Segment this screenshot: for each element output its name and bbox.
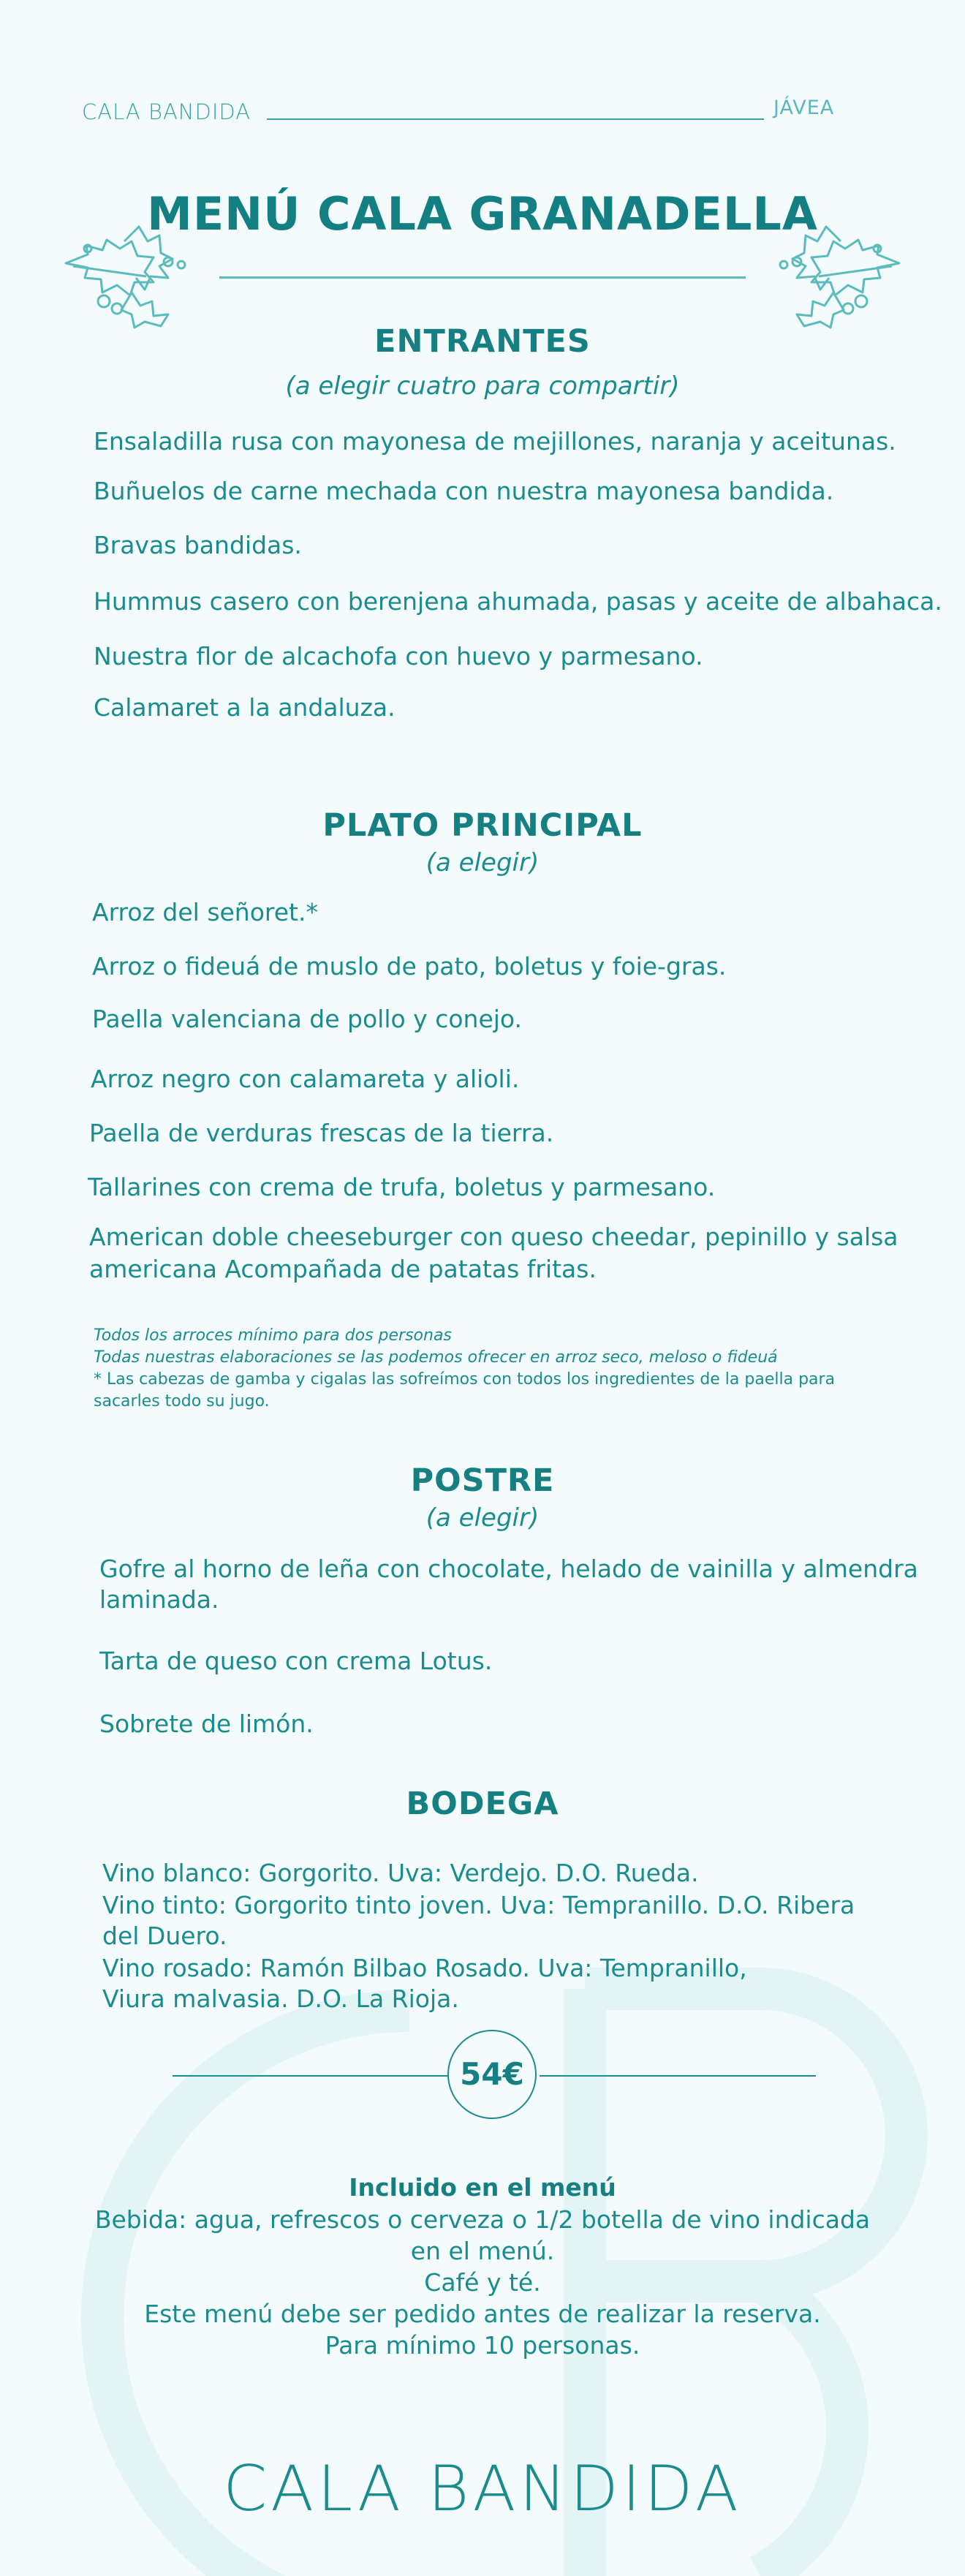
bodega-line: Vino rosado: Ramón Bilbao Rosado. Uva: Tempranillo, — [102, 1954, 747, 1982]
menu-title: MENÚ CALA GRANADELLA — [147, 187, 818, 241]
header-brand: CALA BANDIDA — [82, 99, 251, 124]
included-line: Café y té. — [424, 2268, 541, 2297]
principal-item: Arroz negro con calamareta y alioli. — [91, 1065, 520, 1093]
included-line: en el menú. — [410, 2237, 555, 2265]
bodega-line: Vino blanco: Gorgorito. Uva: Verdejo. D.O. Rueda. — [102, 1859, 699, 1887]
postre-item: Tarta de queso con crema Lotus. — [99, 1647, 493, 1675]
principal-note: sacarles todo su jugo. — [94, 1392, 270, 1410]
header-divider — [267, 118, 764, 120]
principal-item: Tallarines con crema de trufa, boletus y parmesano. — [88, 1173, 716, 1201]
principal-item: Paella valenciana de pollo y conejo. — [92, 1005, 523, 1033]
principal-note: Todas nuestras elaboraciones se las podemos ofrecer en arroz seco, meloso o fideuá — [94, 1348, 778, 1367]
entrante-item: Calamaret a la andaluza. — [94, 693, 396, 722]
entrante-item: Buñuelos de carne mechada con nuestra mayonesa bandida. — [94, 477, 834, 505]
menu-price: 54€ — [460, 2056, 524, 2092]
principal-item: Arroz del señoret.* — [92, 898, 318, 926]
section-subtitle-entrantes: (a elegir cuatro para compartir) — [285, 371, 680, 401]
section-subtitle-postre: (a elegir) — [425, 1503, 540, 1533]
postre-item: Sobrete de limón. — [99, 1710, 314, 1738]
bodega-line: del Duero. — [102, 1922, 227, 1950]
postre-item: laminada. — [99, 1585, 219, 1614]
principal-note: Todos los arroces mínimo para dos personas — [94, 1326, 452, 1345]
section-title-postre: POSTRE — [410, 1462, 555, 1499]
entrante-item: Hummus casero con berenjena ahumada, pasas y aceite de albahaca. — [94, 587, 942, 616]
principal-item: Arroz o fideuá de muslo de pato, boletus y foie-gras. — [92, 952, 727, 981]
entrante-item: Nuestra flor de alcachofa con huevo y parmesano. — [94, 642, 703, 671]
header-city: JÁVEA — [773, 97, 835, 119]
entrante-item: Ensaladilla rusa con mayonesa de mejillones, naranja y aceitunas. — [94, 427, 896, 456]
section-subtitle-principal: (a elegir) — [425, 848, 540, 877]
holly-left-icon — [58, 219, 219, 329]
holly-right-icon — [746, 219, 907, 329]
price-divider-left — [173, 2075, 447, 2077]
principal-item: American doble cheeseburger con queso cheedar, pepinillo y salsa — [89, 1223, 898, 1251]
included-line: Bebida: agua, refrescos o cerveza o 1/2 botella de vino indicada — [94, 2205, 871, 2234]
bodega-line: Vino tinto: Gorgorito tinto joven. Uva: Tempranillo. D.O. Ribera — [102, 1891, 855, 1919]
title-underline — [219, 276, 746, 279]
price-divider-right — [540, 2075, 816, 2077]
postre-item: Gofre al horno de leña con chocolate, helado de vainilla y almendra — [99, 1555, 918, 1583]
footer-brand-logo: CALA BANDIDA — [223, 2452, 742, 2526]
included-title: Incluido en el menú — [349, 2173, 616, 2202]
section-title-principal: PLATO PRINCIPAL — [322, 807, 643, 844]
principal-note: * Las cabezas de gamba y cigalas las sofreímos con todos los ingredientes de la paella para — [94, 1370, 836, 1389]
included-line: Este menú debe ser pedido antes de realizar la reserva. — [144, 2300, 821, 2328]
section-title-bodega: BODEGA — [406, 1786, 559, 1822]
included-line: Para mínimo 10 personas. — [325, 2331, 640, 2360]
principal-item: americana Acompañada de patatas fritas. — [89, 1255, 597, 1283]
entrante-item: Bravas bandidas. — [94, 531, 302, 559]
principal-item: Paella de verduras frescas de la tierra. — [89, 1119, 554, 1147]
section-title-entrantes: ENTRANTES — [374, 323, 591, 360]
bodega-line: Viura malvasia. D.O. La Rioja. — [102, 1984, 459, 2013]
